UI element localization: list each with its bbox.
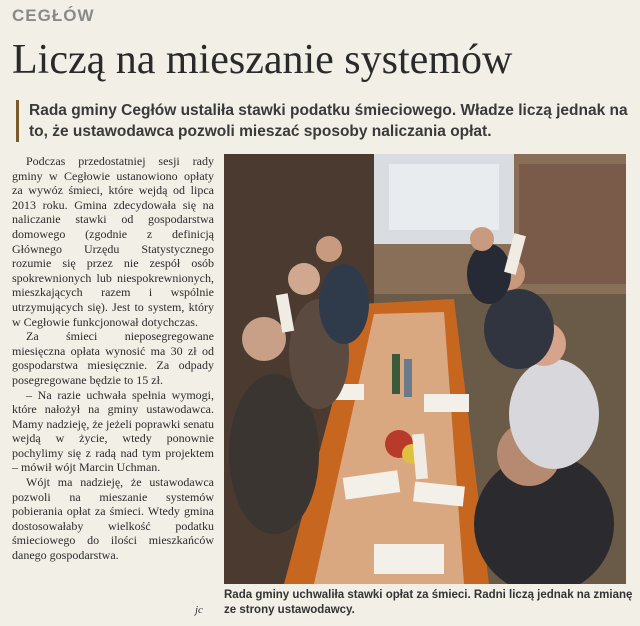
bottle — [404, 359, 412, 397]
councillor-head — [316, 236, 342, 262]
body-paragraph: Wójt ma nadzieję, że ustawodawca pozwoli na mieszanie systemów pobierania opłat za śmieci. Wtedy gmina dostosowałaby wielkość podatku śmieciowego do ilości mieszkańców danego gospodarstwa. — [12, 475, 214, 563]
article-lead: Rada gminy Cegłów ustaliła stawki podatku śmieciowego. Władze liczą jednak na to, że ustawodawca pozwoli mieszać sposoby naliczania opłat. — [16, 100, 639, 142]
body-paragraph: Podczas przedostatniej sesji rady gminy w Cegłowie ustanowiono opłaty za wywóz śmieci, które wejdą od lipca 2013 roku. Gmina zdecydowała się na naliczanie stawki od gospodarstwa domowego (zgodnie z definicją Głównego Urzędu Statystycznego rozumie się przez nie zespół osób spokrewnionych lub niespokrewnionych, mieszkających razem i wspólnie utrzymujących się). Jest to system, który w Cegłowie funkcjonował dotychczas. — [12, 154, 214, 329]
byline: jc — [195, 604, 203, 616]
councillor-head — [242, 317, 286, 361]
councillor — [467, 244, 511, 304]
paper — [424, 394, 469, 412]
photo-illustration — [224, 154, 626, 584]
councillor-head — [288, 263, 320, 295]
screen-slide — [389, 164, 499, 230]
bottle — [392, 354, 400, 394]
section-kicker: CEGŁÓW — [12, 6, 95, 25]
article-body — [12, 154, 214, 563]
councillor-head — [470, 227, 494, 251]
paper — [374, 544, 444, 574]
councillor — [319, 264, 369, 344]
council-meeting-photo — [224, 154, 626, 584]
photo-caption: Rada gminy uchwaliła stawki opłat za śmieci. Radni liczą jednak na zmianę ze strony ustawodawcy. — [224, 589, 633, 616]
councillor — [509, 359, 599, 469]
right-panel — [519, 164, 626, 284]
article-headline: Liczą na mieszanie systemów — [12, 37, 513, 83]
body-paragraph: – Na razie uchwała spełnia wymogi, które nałożył na gminy ustawodawca. Mamy nadzieję, że jeżeli poprawki senatu wejdą w życie, wtedy ponownie pochylimy się z radą nad tym projektem – mówił wójt Marcin Uchman. — [12, 387, 214, 475]
body-paragraph: Za śmieci nieposegregowane miesięczna opłata wynosić ma 30 zł od gospodarstwa miesięcznie. Za odpady posegregowane będzie to 15 zł. — [12, 329, 214, 387]
